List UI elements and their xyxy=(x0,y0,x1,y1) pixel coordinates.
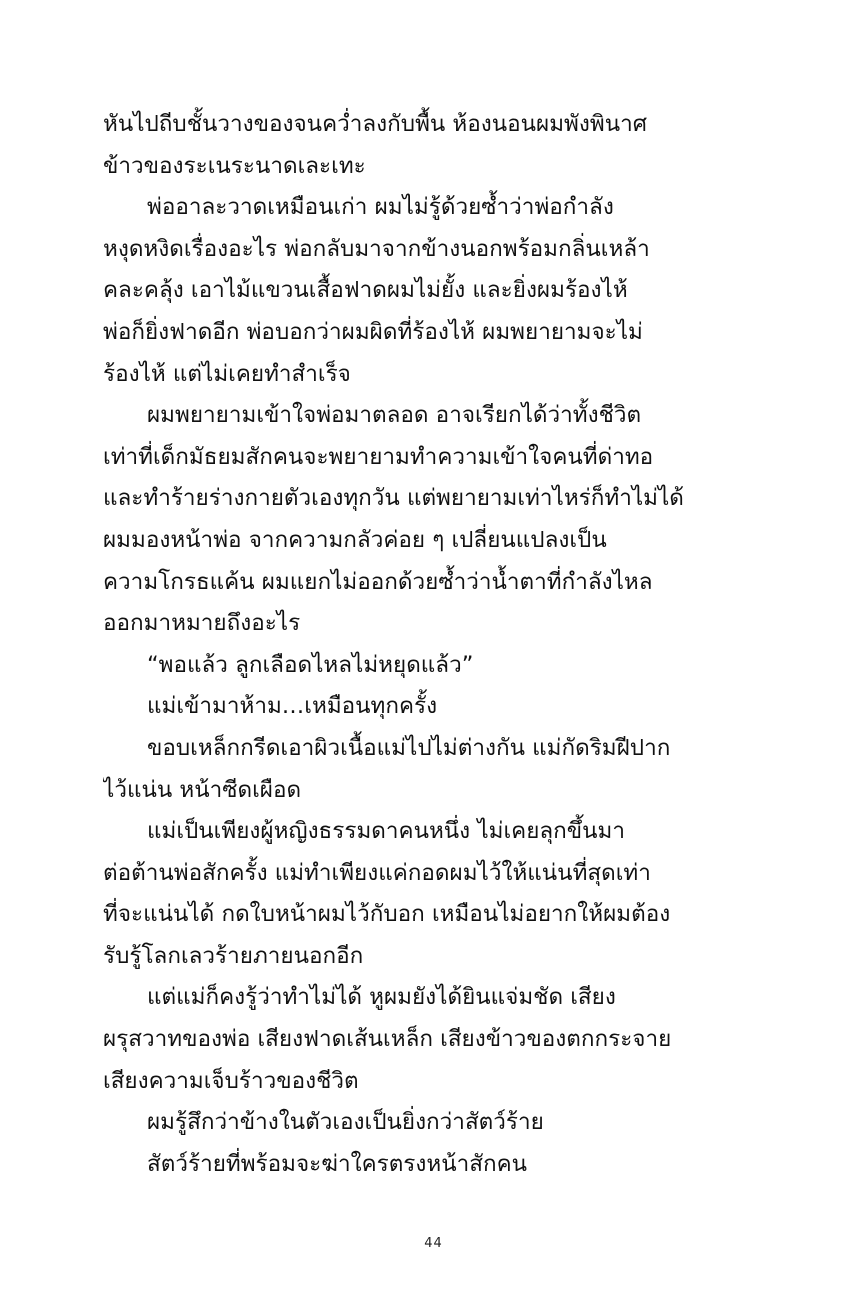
text-line: ผมพยายามเข้าใจพ่อมาตลอด อาจเรียกได้ว่าทั้งชีวิต xyxy=(147,402,642,429)
text-line: พ่อก็ยิ่งฟาดอีก พ่อบอกว่าผมผิดที่ร้องไห้ ผมพยายามจะไม่ xyxy=(103,318,643,345)
text-line: “พอแล้ว ลูกเลือดไหลไม่หยุดแล้ว” xyxy=(147,651,474,678)
text-line: เสียงความเจ็บร้าวของชีวิต xyxy=(103,1067,359,1094)
text-line: ที่จะแน่นได้ กดใบหน้าผมไว้กับอก เหมือนไม่อยากให้ผมต้อง xyxy=(103,901,671,928)
text-line: พ่ออาละวาดเหมือนเก่า ผมไม่รู้ด้วยซ้ำว่าพ่อกำลัง xyxy=(147,194,614,221)
text-line: ออกมาหมายถึงอะไร xyxy=(103,610,301,637)
text-line: สัตว์ร้ายที่พร้อมจะฆ่าใครตรงหน้าสักคน xyxy=(147,1150,528,1177)
text-line: ความโกรธแค้น ผมแยกไม่ออกด้วยซ้ำว่าน้ำตาที่กำลังไหล xyxy=(103,568,653,595)
text-line: ไว้แน่น หน้าซีดเผือด xyxy=(103,776,302,803)
text-line: ข้าวของระเนระนาดเละเทะ xyxy=(103,152,366,179)
text-line: ผรุสวาทของพ่อ เสียงฟาดเส้นเหล็ก เสียงข้าวของตกกระจาย xyxy=(103,1026,672,1053)
text-line: เท่าที่เด็กมัธยมสักคนจะพยายามทำความเข้าใจคนที่ด่าทอ xyxy=(103,443,654,470)
text-line: และทำร้ายร่างกายตัวเองทุกวัน แต่พยายามเท่าไหร่ก็ทำไม่ได้ xyxy=(103,485,684,512)
text-line: หันไปถีบชั้นวางของจนคว่ำลงกับพื้น ห้องนอนผมพังพินาศ xyxy=(103,111,647,137)
text-line: รับรู้โลกเลวร้ายภายนอกอีก xyxy=(103,942,364,969)
text-line: แต่แม่ก็คงรู้ว่าทำไม่ได้ หูผมยังได้ยินแจ่มชัด เสียง xyxy=(147,984,616,1011)
text-line: ร้องไห้ แต่ไม่เคยทำสำเร็จ xyxy=(103,360,351,387)
text-line: แม่เข้ามาห้าม…เหมือนทุกครั้ง xyxy=(147,693,438,720)
text-line: หงุดหงิดเรื่องอะไร พ่อกลับมาจากข้างนอกพร้อมกลิ่นเหล้า xyxy=(103,235,650,262)
text-line: ต่อต้านพ่อสักครั้ง แม่ทำเพียงแค่กอดผมไว้ให้แน่นที่สุดเท่า xyxy=(103,859,651,886)
text-line: แม่เป็นเพียงผู้หญิงธรรมดาคนหนึ่ง ไม่เคยลุกขึ้นมา xyxy=(147,818,626,845)
body-text xyxy=(103,104,698,1185)
text-line: ผมมองหน้าพ่อ จากความกลัวค่อย ๆ เปลี่ยนแปลงเป็น xyxy=(103,526,607,553)
text-line: ผมรู้สึกว่าข้างในตัวเองเป็นยิ่งกว่าสัตว์ร้าย xyxy=(147,1109,544,1136)
text-line: ขอบเหล็กกรีดเอาผิวเนื้อแม่ไปไม่ต่างกัน แม่กัดริมฝีปาก xyxy=(147,734,671,761)
text-line: คละคลุ้ง เอาไม้แขวนเสื้อฟาดผมไม่ยั้ง และยิ่งผมร้องไห้ xyxy=(103,277,628,304)
page-number: 44 xyxy=(424,1236,443,1251)
